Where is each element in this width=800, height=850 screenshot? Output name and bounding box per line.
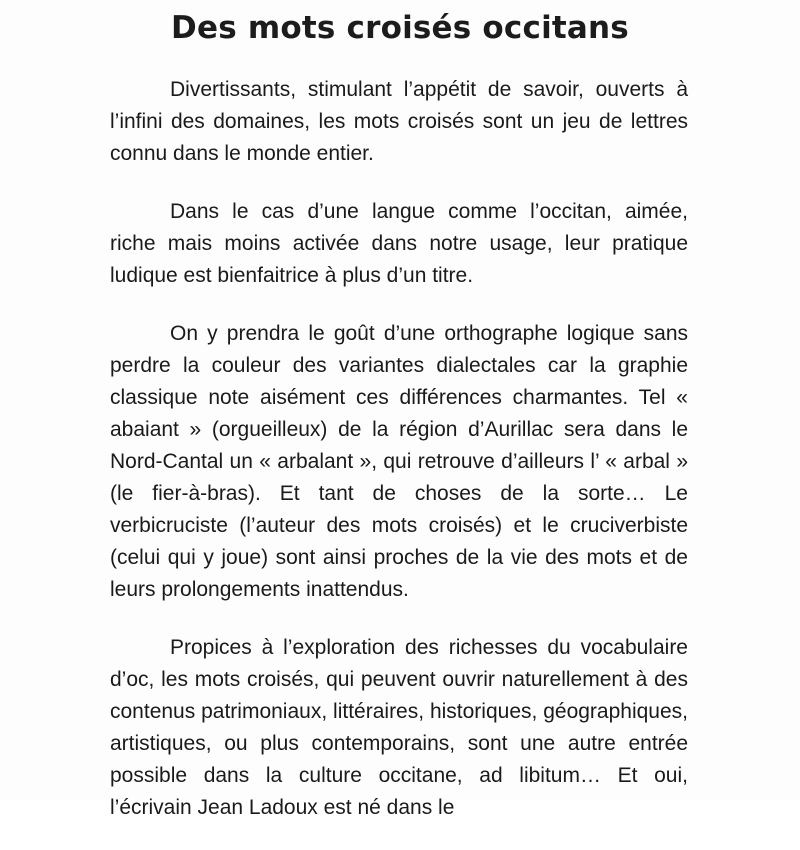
body-text [110, 74, 688, 850]
paragraph-2: Dans le cas d’une langue comme l’occitan, aimée, riche mais moins activée dans notre usage, leur pratique ludique est bienfaitrice à plus d’un titre. [110, 200, 688, 287]
paragraph-3: On y prendra le goût d’une orthographe logique sans perdre la couleur des variantes dialectales car la graphie classique note aisément ces différences charmantes. Tel « abaiant » (orgueilleux) de la région d’Aurillac sera dans le Nord-Cantal un « arbalant », qui retrouve d’ailleurs l’ « arbal » (le fier-à-bras). Et tant de choses de la sorte… Le verbicruciste (l’auteur des mots croisés) et le cruciverbiste (celui qui y joue) sont ainsi proches de la vie des mots et de leurs prolongements inattendus. [110, 322, 688, 601]
paragraph-1: Divertissants, stimulant l’appétit de savoir, ouverts à l’infini des domaines, les mots croisés sont un jeu de lettres connu dans le monde entier. [110, 78, 688, 165]
paragraph-4: Propices à l’exploration des richesses du vocabulaire d’oc, les mots croisés, qui peuvent ouvrir naturellement à des contenus patrimoniaux, littéraires, historiques, géographiques, artistiques, ou plus contemporains, sont une autre entrée possible dans la culture occitane, ad libitum… Et oui, l’écrivain Jean Ladoux est né dans le [110, 636, 688, 819]
page-title: Des mots croisés occitans [171, 10, 629, 46]
